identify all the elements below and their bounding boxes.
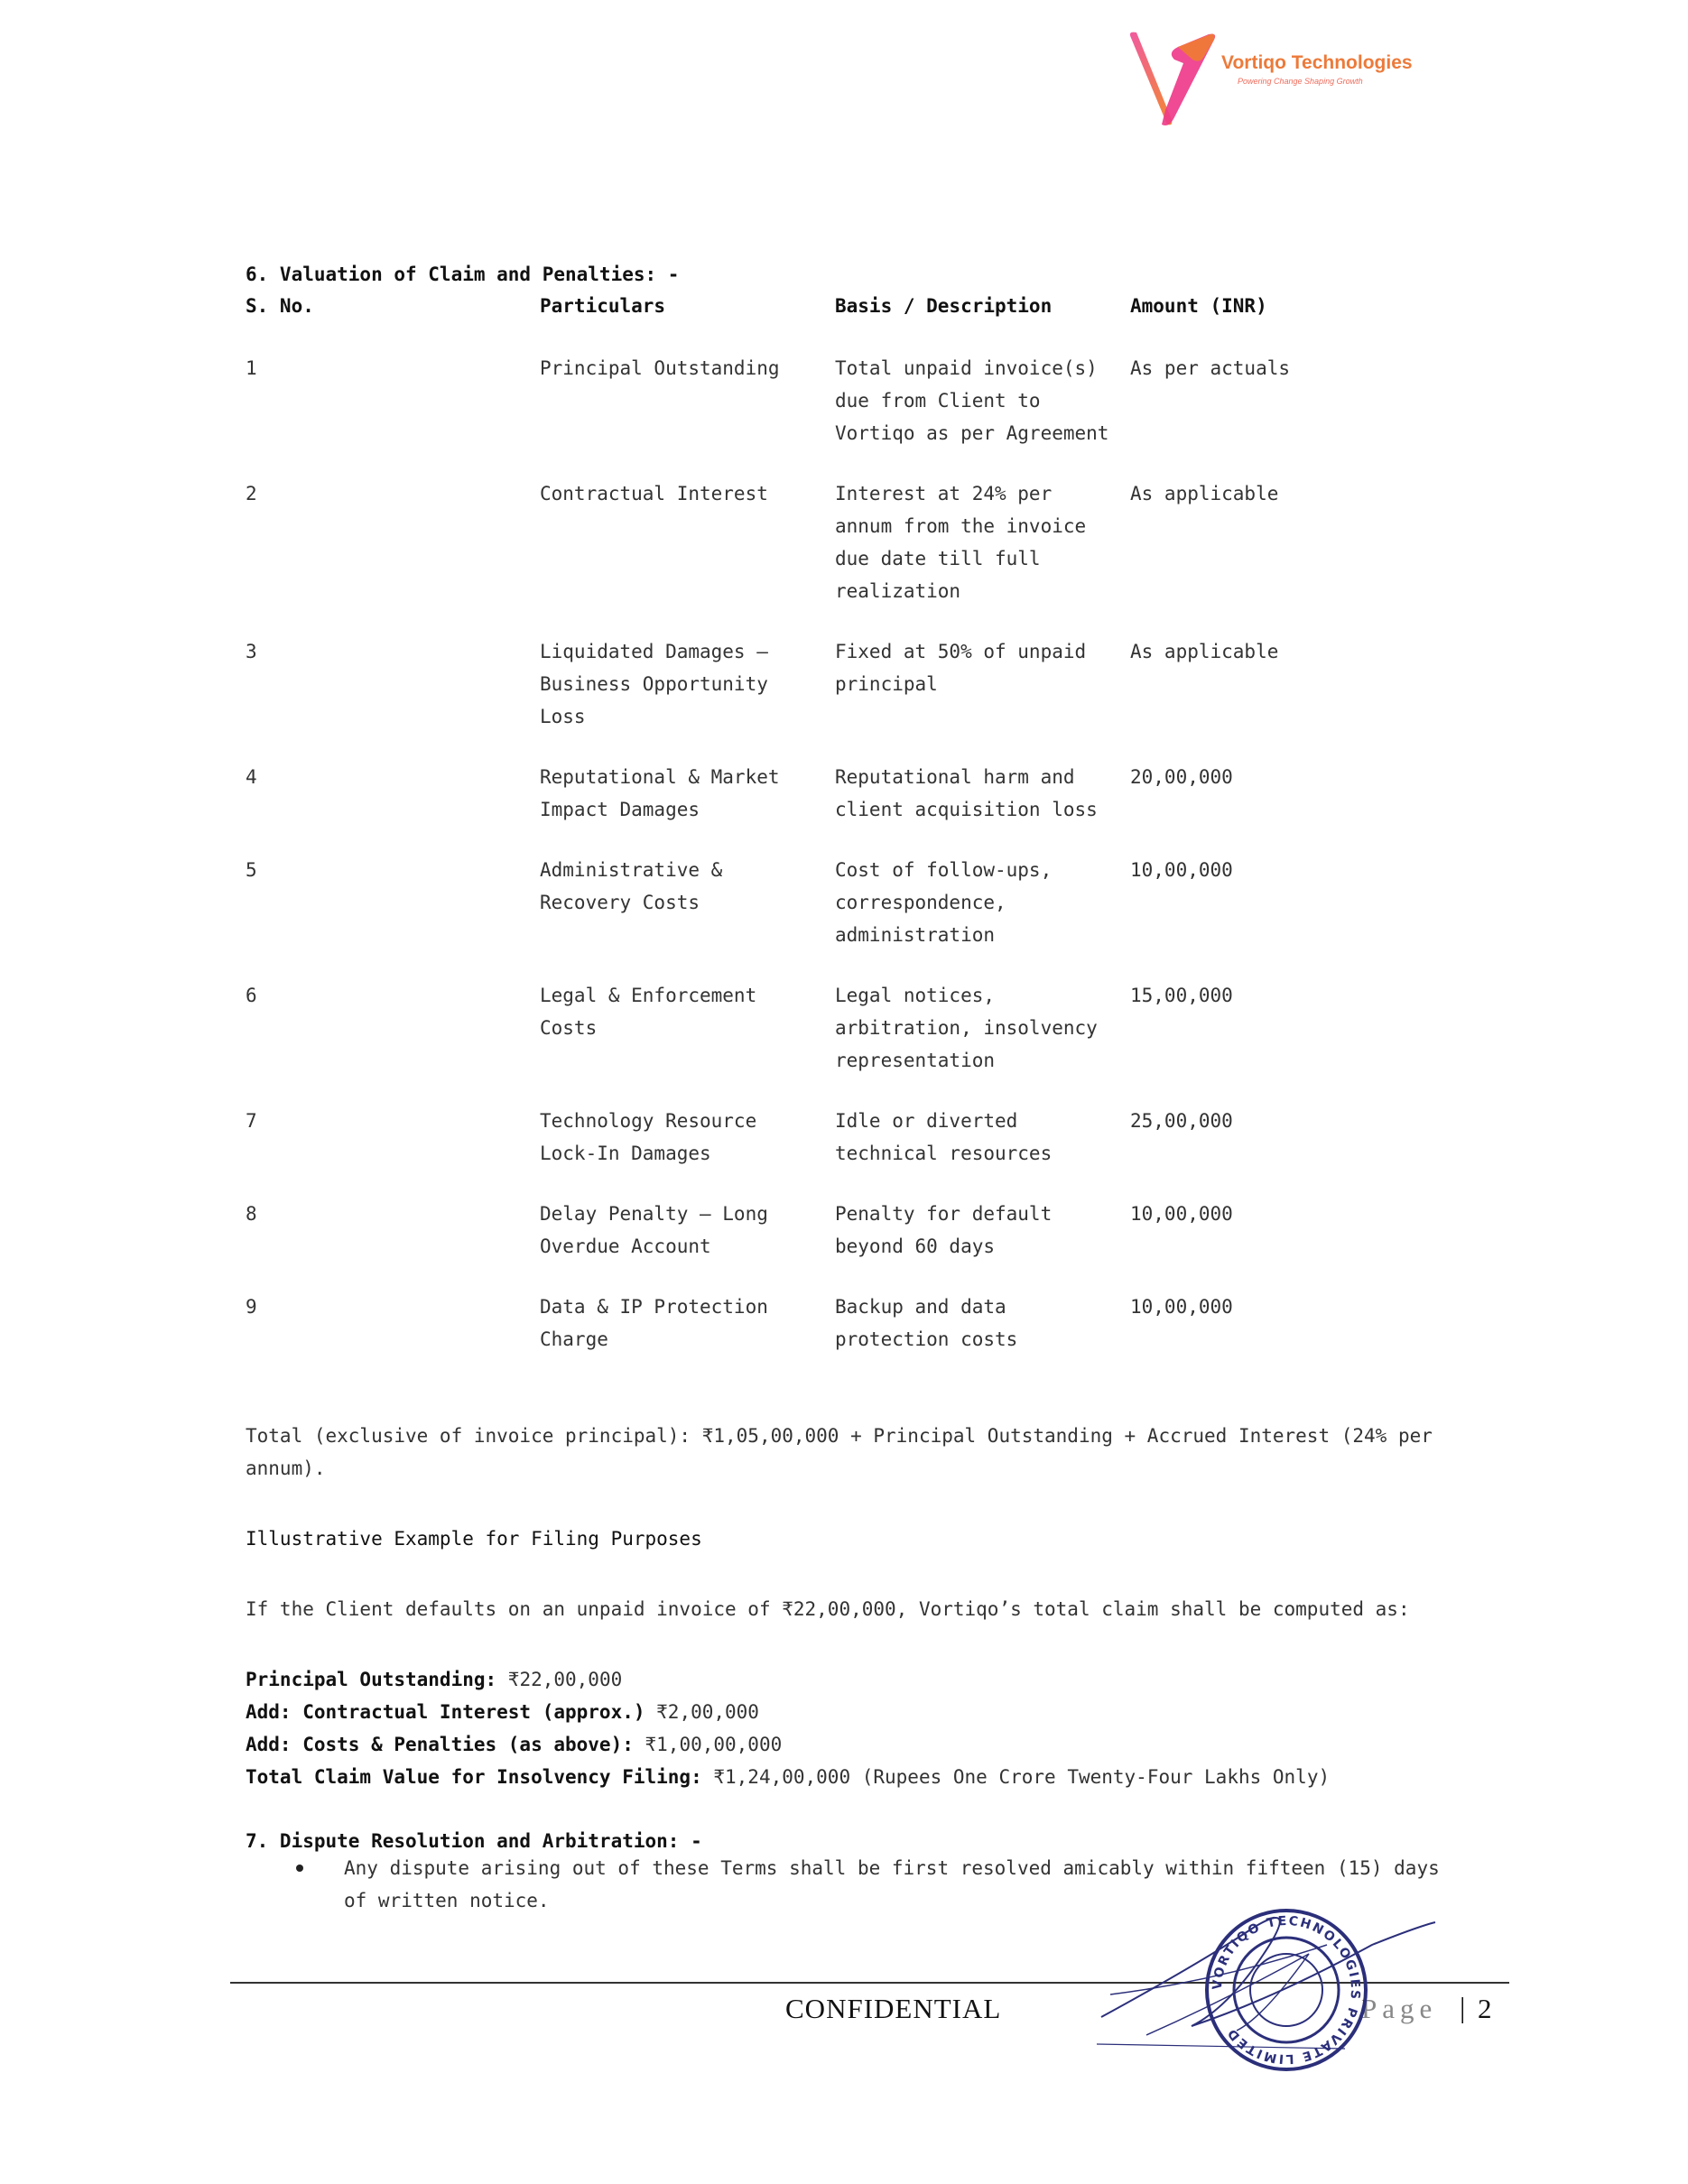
row-amount: 20,00,000: [1130, 766, 1233, 788]
page-number: 2: [1478, 1993, 1492, 2024]
company-logo: [1124, 27, 1431, 135]
row-particulars: Legal & Enforcement Costs: [540, 985, 757, 1039]
row-particulars: Technology Resource Lock-In Damages: [540, 1110, 757, 1164]
row-amount: 15,00,000: [1130, 985, 1233, 1006]
row-basis: Backup and data protection costs: [835, 1296, 1018, 1350]
row-amount: As applicable: [1130, 641, 1279, 662]
row-basis: Idle or diverted technical resources: [835, 1110, 1053, 1164]
row-sno: 9: [246, 1296, 257, 1318]
row-particulars: Liquidated Damages – Business Opportunity Loss: [540, 641, 768, 727]
column-header-amount: Amount (INR): [1130, 295, 1267, 317]
row-sno: 8: [246, 1203, 257, 1225]
page-label: Page: [1361, 1993, 1438, 2024]
row-sno: 3: [246, 641, 257, 662]
example-line-penalties: [246, 1728, 1437, 1761]
column-header-sno: S. No.: [246, 295, 314, 317]
row-amount: 10,00,000: [1130, 1203, 1233, 1225]
signature-seal-icon: [1092, 1891, 1453, 2071]
column-header-particulars: Particulars: [540, 295, 666, 317]
list-item: Any dispute arising out of these Terms shall be first resolved amicably within fifteen (15) days of written notice.: [344, 1857, 1440, 1911]
line-value: ₹2,00,000: [645, 1701, 759, 1723]
row-amount: 10,00,000: [1130, 859, 1233, 881]
bullet-icon: [296, 1865, 303, 1872]
section-7-heading: 7. Dispute Resolution and Arbitration: -: [246, 1830, 702, 1852]
column-header-basis: Basis / Description: [835, 295, 1053, 317]
row-basis: Total unpaid invoice(s) due from Client to Vortiqo as per Agreement: [835, 357, 1109, 444]
row-basis: Cost of follow-ups, correspondence, administration: [835, 859, 1053, 946]
row-amount: 25,00,000: [1130, 1110, 1233, 1132]
row-sno: 4: [246, 766, 257, 788]
row-amount: As per actuals: [1130, 357, 1291, 379]
row-basis: Reputational harm and client acquisition loss: [835, 766, 1098, 820]
line-label: Add: Contractual Interest (approx.): [246, 1701, 645, 1723]
row-sno: 1: [246, 357, 257, 379]
company-seal-stamp: [1092, 1891, 1453, 2071]
row-basis: Fixed at 50% of unpaid principal: [835, 641, 1087, 695]
row-particulars: Administrative & Recovery Costs: [540, 859, 723, 913]
page-separator: |: [1460, 1991, 1466, 2023]
row-particulars: Contractual Interest: [540, 483, 768, 504]
row-basis: Interest at 24% per annum from the invoice due date till full realization: [835, 483, 1087, 602]
example-line-total: [246, 1761, 1437, 1793]
line-label: Principal Outstanding:: [246, 1669, 497, 1690]
logo-v-mark-icon: [1124, 27, 1223, 135]
example-intro: If the Client defaults on an unpaid invoice of ₹22,00,000, Vortiqo’s total claim shall be computed as:: [246, 1598, 1410, 1620]
row-basis: Legal notices, arbitration, insolvency representation: [835, 985, 1098, 1071]
row-particulars: Principal Outstanding: [540, 357, 780, 379]
row-sno: 6: [246, 985, 257, 1006]
svg-text:VORTIQO TECHNOLOGIES PRIVATE L: VORTIQO TECHNOLOGIES PRIVATE LIMITED: [1210, 1913, 1363, 2067]
row-sno: 5: [246, 859, 257, 881]
line-label: Total Claim Value for Insolvency Filing:: [246, 1766, 702, 1788]
row-particulars: Reputational & Market Impact Damages: [540, 766, 780, 820]
row-particulars: Data & IP Protection Charge: [540, 1296, 768, 1350]
total-text: Total (exclusive of invoice principal): ₹1,05,00,000 + Principal Outstanding + Accrued Interest (24% per annum).: [246, 1425, 1433, 1479]
brand-name: Vortiqo Technologies: [1221, 52, 1413, 73]
example-line-principal: [246, 1663, 1437, 1696]
row-basis: Penalty for default beyond 60 days: [835, 1203, 1053, 1257]
line-value: ₹1,24,00,000 (Rupees One Crore Twenty-Four Lakhs Only): [701, 1766, 1331, 1788]
line-value: ₹1,00,00,000: [633, 1734, 783, 1755]
row-sno: 2: [246, 483, 257, 504]
example-line-interest: [246, 1696, 1437, 1728]
row-amount: 10,00,000: [1130, 1296, 1233, 1318]
example-heading: Illustrative Example for Filing Purposes: [246, 1528, 702, 1550]
footer-confidential: CONFIDENTIAL: [785, 1993, 1002, 2024]
line-value: ₹22,00,000: [496, 1669, 623, 1690]
brand-tagline: Powering Change Shaping Growth: [1238, 77, 1363, 86]
line-label: Add: Costs & Penalties (as above):: [246, 1734, 634, 1755]
row-amount: As applicable: [1130, 483, 1279, 504]
row-particulars: Delay Penalty – Long Overdue Account: [540, 1203, 768, 1257]
section-6-heading: 6. Valuation of Claim and Penalties: -: [246, 264, 680, 285]
row-sno: 7: [246, 1110, 257, 1132]
